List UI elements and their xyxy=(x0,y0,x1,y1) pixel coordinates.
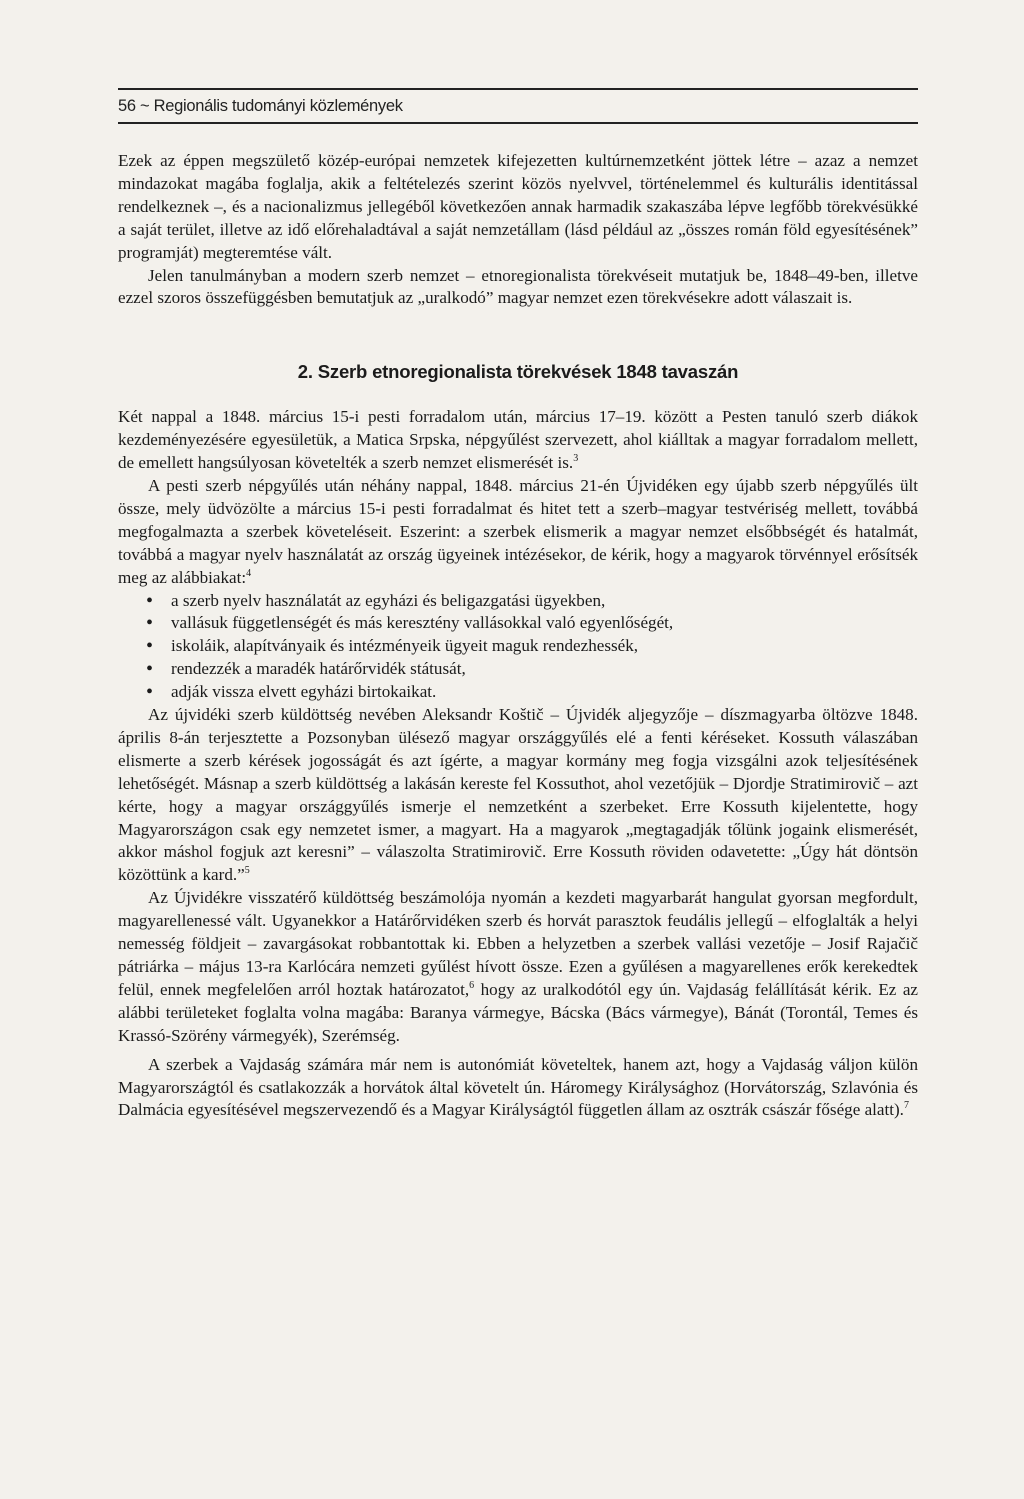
section-paragraph-5 xyxy=(118,1054,918,1123)
list-item: • iskoláik, alapítványaik és intézményeik ügyeit maguk rendezhessék, xyxy=(160,635,918,658)
footnote-ref-3: 3 xyxy=(573,453,579,465)
section-paragraph-4 xyxy=(118,887,918,1047)
paragraph-text: A pesti szerb népgyűlés után néhány nappal, 1848. március 21-én Újvidéken egy újabb szerb népgyűlés ült össze, mely üdvözölte a március 15-i pesti forradalmat és hitet tett a szerb–magyar testvériség mellett, továbbá megfogalmazta a szerbek követeléseit. Eszerint: a szerbek elismerik a magyar nemzet elsőbbségét és hatalmát, továbbá a magyar nyelv használatát az ország ügyeinek intézésekor, de kérik, hogy a magyarok törvénnyel erősítsék meg az alábbiakat: xyxy=(118,475,918,587)
paragraph-text: Az újvidéki szerb küldöttség nevében Aleksandr Koštič – Újvidék aljegyzője – díszmagyarba öltözve 1848. április 8-án terjesztette a Pozsonyban ülésező magyar országgyűlés elé a fenti kéréseket. Kossuth válaszában elismerte a szerb kérések jogosságát és azt ígérte, a magyar kormány meg fogja vizsgálni azok teljesítésének lehetőségét. Másnap a szerb küldöttség a lakásán kereste fel Kossuthot, ahol vezetőjük – Djordje Stratimirovič – azt kérte, hogy a magyar országgyűlés ismerje el nemzetként a szerbeket. Erre Kossuth kijelentette, hogy Magyarországon csak egy nemzetet ismer, a magyart. Ha a magyarok „megtagadják tőlünk jogaink elismerését, akkor máshol fogjuk azt keresni” – válaszolta Stratimirovič. Erre Kossuth röviden odavetette: „Úgy hát döntsön közöttünk a kard.” xyxy=(118,705,918,885)
paragraph-text: A szerbek a Vajdaság számára már nem is autonómiát követeltek, hanem azt, hogy a Vajdaság váljon külön Magyarországtól és csatlakozzák a horvátok által követelt ún. Háromegy Királysághoz (Horvátország, Szlavónia és Dalmácia egyesítésével megszervezendő és a Magyar Királyságtól független állam az osztrák császár fősége alatt). xyxy=(118,1054,918,1120)
footnote-ref-4: 4 xyxy=(246,567,252,579)
demands-list xyxy=(118,590,918,705)
section-heading: 2. Szerb etnoregionalista törekvések 1848 tavaszán xyxy=(297,361,739,383)
section-paragraph-1 xyxy=(118,406,918,475)
running-header xyxy=(118,88,918,124)
footnote-ref-7: 7 xyxy=(903,1100,909,1112)
paragraph-text: hogy az uralkodótól egy ún. Vajdaság felállítását kérik. Ez az alábbi területeket foglalta volna magába: Baranya vármegye, Bácska (Bács vármegye), Bánát (Torontál, Temes és Krassó-Szörény vármegyék), Szerémség. xyxy=(118,979,918,1045)
list-item: • adják vissza elvett egyházi birtokaikat. xyxy=(160,681,918,704)
section-paragraph-3 xyxy=(118,704,918,887)
footnote-ref-5: 5 xyxy=(244,865,250,877)
list-item: • rendezzék a maradék határőrvidék státusát, xyxy=(160,658,918,681)
intro-paragraph-2: Jelen tanulmányban a modern szerb nemzet – etnoregionalista törekvéseit mutatjuk be, 1848–49-ben, illetve ezzel szoros összefüggésben bemutatjuk az „uralkodó” magyar nemzet ezen törekvésekre adott válaszait is. xyxy=(118,265,918,308)
body-text xyxy=(118,150,918,1122)
list-item: • a szerb nyelv használatát az egyházi és beligazgatási ügyekben, xyxy=(160,590,918,613)
section-paragraph-2 xyxy=(118,475,918,590)
list-item: • vallásuk függetlenségét és más keresztény vallásokkal való egyenlőségét, xyxy=(160,612,918,635)
paragraph-text: Az Újvidékre visszatérő küldöttség beszámolója nyomán a kezdeti magyarbarát hangulat gyorsan megfordult, magyarellenessé vált. Ugyanekkor a Határőrvidéken szerb és horvát parasztok feudális jellegű – elfoglalták a helyi nemesség földjeit – zavargásokat robbantottak ki. Ebben a helyzetben a szerbek vallási vezetője – Josif Rajačič pátriárka – május 13-ra Karlócára nemzeti gyűlést hívott össze. Ezen a gyűlésen a magyarellenes erők kerekedtek felül, ennek megfelelően arról hoztak határozatot, xyxy=(118,888,918,999)
running-title: 56 ~ Regionális tudományi közlemények xyxy=(118,96,403,115)
footnote-ref-6: 6 xyxy=(469,979,475,991)
intro-paragraph-1: Ezek az éppen megszülető közép-európai nemzetek kifejezetten kultúrnemzetként jöttek létre – azaz a nemzet mindazokat magába foglalja, akik a feltételezés szerint közös nyelvvel, történelemmel és kulturális identitással rendelkeznek –, és a nacionalizmus jellegéből következően annak harmadik szakaszába lépve legfőbb törekvésükké a saját terület, illetve az idő előrehaladtával a saját nemzetállam (lásd például az „összes román föld egyesítésének” programját) megteremtése vált. xyxy=(118,151,918,262)
paragraph-text: Két nappal a 1848. március 15-i pesti forradalom után, március 17–19. között a Pesten tanuló szerb diákok kezdeményezésére egyesületük, a Matica Srpska, népgyűlést szervezett, ahol kiálltak a magyar forradalom mellett, de emellett hangsúlyosan követelték a szerb nemzet elismerését is. xyxy=(118,407,918,473)
